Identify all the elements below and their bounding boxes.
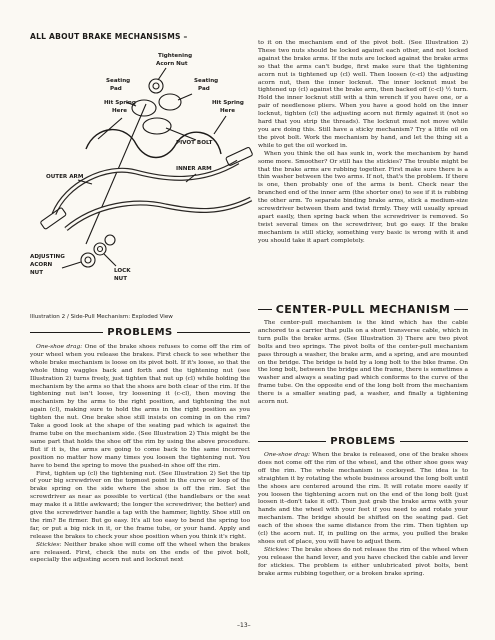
heading-rule [177, 332, 250, 333]
problems-heading-left: PROBLEMS [30, 327, 250, 338]
exploded-view-illustration [26, 44, 256, 314]
label-adjusting-acorn-nut: ADJUSTING ACORN NUT [30, 254, 65, 276]
paragraph: One-shoe drag: When the brake is released, one of the brake shoes does not come off the rim of the wheel, and the other shoe goes way off the rim. The whole mechanism is cockeyed. The idea is to straighten it by rotating the whole business around the long bolt until the shoes are centered around the rim. It will rotate more easily if you loosen the tightening acorn nut on the end of the long bolt (just loosen it–don't take it off). Then just grab the brake arms with your hands and the wheel with your feet if you need to and rotate your mechanism. The bridge should be shifted on the seating pad. Get each of the shoes the same distance from the rim. Then tighten up (cl) the acorn nut. If, in pulling on the arms, you pulled the brake shoes out of place, you will have to adjust them. [258, 452, 468, 545]
heading-rule [258, 309, 272, 310]
right-brake-shoe-shape [226, 147, 253, 166]
heading-rule [400, 441, 468, 442]
label-tightening-acorn-nut: Tightening Acorn Nut [156, 53, 193, 67]
paragraph: When you think the oil has sunk in, work the mechanism by hand some more. Smoother? Or still has the stickies? The trouble might be that the brake arms are rubbing together. First make sure there is a thin washer between the two arms. If not, that's the problem. If there is one, then probably one of the arms is bent. Check near the branched end of the inner arm (the shorter one) to see if it is rubbing the other arm. To separate binding brake arms, stick a medium-size screwdriver between them and twist firmly. They will usually spread apart easily, then spring back when the screwdriver is removed. So twist several times on the screwdriver, but go easy. If the brake mechanism is still sticky, something very basic is wrong with it and you should take it apart completely. [258, 150, 468, 244]
paragraph: Stickies: Neither brake shoe will come off the wheel when the brakes are released. First, check the nuts on the ends of the pivot bolt, especially the adjusting acorn nut and locknut next [30, 541, 250, 564]
seating-pad-right-shape [159, 94, 181, 110]
right-column-text-top [258, 40, 468, 246]
label-seating-pad-left: Seating Pad [106, 78, 131, 92]
paragraph: to it on the mechanism end of the pivot bolt. (See Illustration 2) These two nuts should be locked against each other, and not locked against the brake arms. If the nuts are locked against the brake arms so that the arms can't budge, first make sure that the tightening acorn nut is tightened up (cl) well. Then loosen (c-cl) the adjusting acorn nut, then the inner locknut. The inner locknut must be tightened up (cl) against the brake arm, then backed off (c-cl) ½ turn. Hold the inner locknut still with a thin wrench if you have one, or a pair of needlenose pliers. When you have a good hold on the inner locknut, tighten (cl) the adjusting acorn nut firmly against it (not so hard that you strip the threads). The locknut must not move while you are doing this. Still have a sticky mechanism? Try a little oil on the pivot bolt. Work the mechanism by hand, and let the thing sit a while to get the oil worked in. [258, 40, 468, 149]
label-lock-nut: LOCK NUT [114, 268, 131, 282]
paragraph: First, tighten up (cl) the tightening nut. (See Illustration 2) Set the tip of your big screwdriver on the topmost point in the curve or loop of the brake spring on the side where the shoe is off the rim. Set the screwdriver as near as possible to vertical (the handlebars or the seat may make it a little awkward; the longer the screwdriver, the better) and give the screwdriver handle a tap with the hammer, lightly. Shoe still on the rim? Be firmer. But go easy. It's all too easy to bend the spring too far, or put a big nick in it, or the frame tube, or your hand. Apply and release the brakes to check your shoe position when you think it's right. [30, 470, 250, 540]
tightening-acorn-nut-shape [149, 79, 163, 93]
label-seating-pad-right: Seating Pad [194, 78, 219, 92]
left-column-text [30, 344, 250, 565]
lock-nut-shape [94, 243, 106, 255]
heading-rule [454, 309, 468, 310]
paragraph: The center-pull mechanism is the kind which has the cable anchored to a carrier that pulls on a short transverse cable, which in turn pulls the brake arms. (See Illustration 3) There are two pivot bolts and two springs. The pivot bolts of the center-pull mechanism pass through a washer, the brake arm, and a spring, and are mounted on the bridge. The bridge is held by a long bolt to the bike frame. On the long bolt, between the bridge and the frame, there is sometimes a washer and always a seating pad which conforms to the curve of the frame tube. On the opposite end of the long bolt from the mechanism there is a smaller seating pad, a washer, and finally a tightening acorn nut. [258, 320, 468, 406]
problems-heading-right: PROBLEMS [258, 436, 468, 447]
heading-rule [258, 441, 326, 442]
center-pull-heading: CENTER-PULL MECHANISM [258, 303, 468, 316]
paragraph: Stickies: The brake shoes do not release the rim of the wheel when you release the hand lever, and you have checked the cable and lever for stickies. The problem is either unlubricated pivot bolts, bent brake arms rubbing together, or a broken brake spring. [258, 546, 468, 577]
paragraph: One-shoe drag: One of the brake shoes refuses to come off the rim of your wheel when you release the brakes. First check to see whether the whole brake mechanism is loose on its pivot bolt. If it's loose, so that the whole thing waggles back and forth and the tightening nut (see Illustration 2) turns freely, just tighten that nut up (cl) while holding the mechanism by the arms so that the shoes are both clear of the rim. If the tightening nut isn't loose, try loosening it (c-cl), then moving the mechanism by the arms to the right position, and tightening the nut again (cl), making sure to hold the arms in the right position as you tighten the nut. One brake shoe still insists on coming in on the rim? Take a good look at the shape of the seating pad which is against the frame tube on the mechanism side. (See Illustration 2) This might be the same part that holds the shoe off the rim by using the above procedure. But if it is, the arms are going to come back to the same incorrect position no matter how many times you loosen the tightening nut. You have to bend the spring to move the pushed-in shoe off the rim. [30, 344, 250, 469]
page-number: –13– [237, 622, 251, 629]
section-title: ALL ABOUT BRAKE MECHANSISMS – [30, 32, 188, 41]
label-outer-arm: OUTER ARM [46, 174, 84, 180]
right-column-text-bottom [258, 452, 468, 579]
heading-rule [30, 332, 103, 333]
adjusting-acorn-nut-shape [81, 253, 95, 267]
label-pivot-bolt: PIVOT BOLT [176, 140, 213, 146]
label-hit-spring-left: Hit Spring Here [104, 100, 136, 114]
label-inner-arm: INNER ARM [176, 166, 212, 172]
label-hit-spring-right: Hit Spring Here [212, 100, 244, 114]
right-column-text-middle [258, 320, 468, 407]
figure-caption: Illustration 2 / Side-Pull Mechanism: Exploded View [30, 314, 173, 320]
